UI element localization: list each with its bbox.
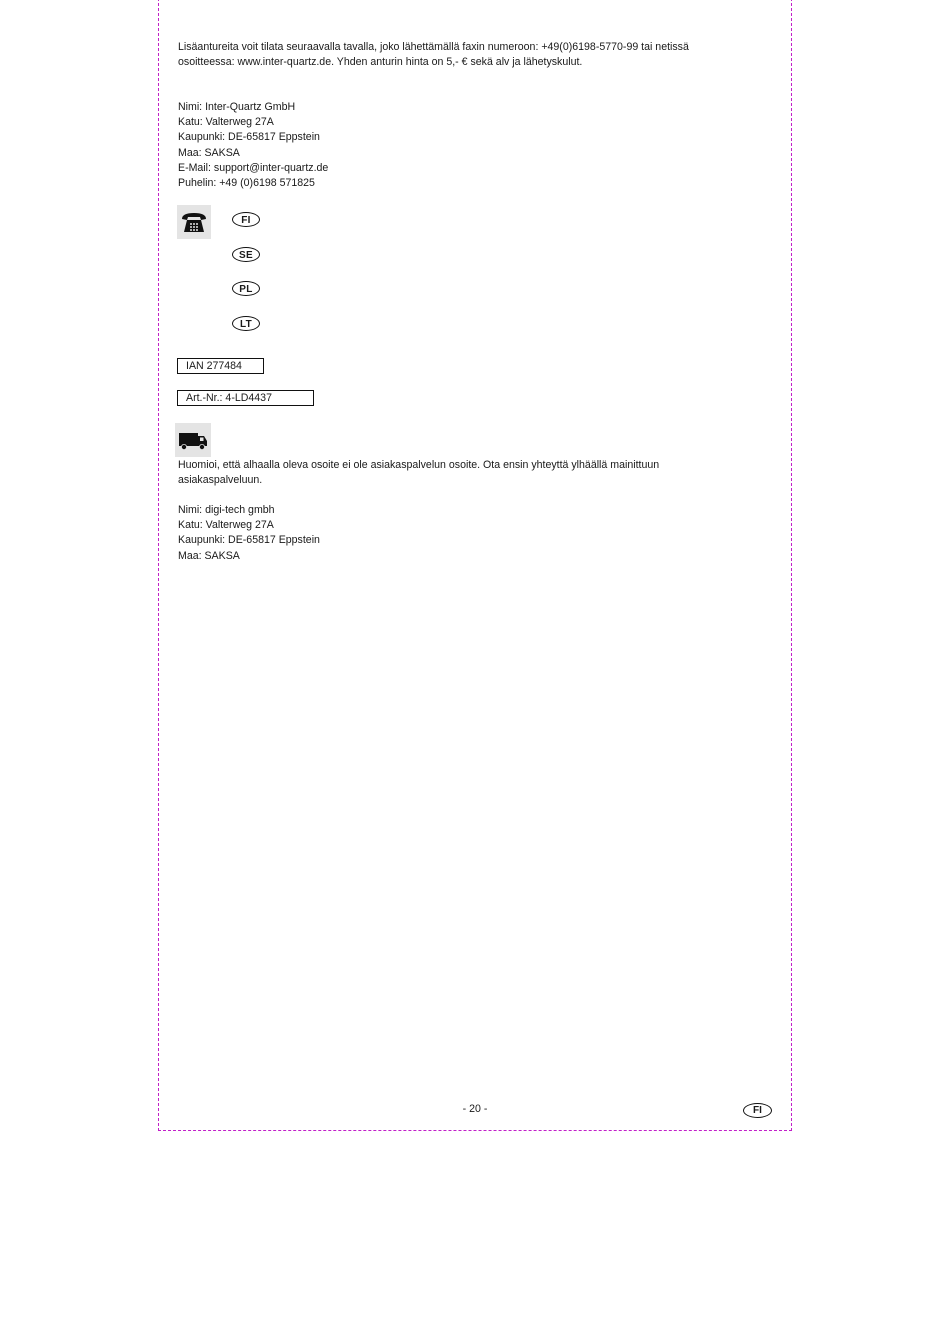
contact-country: Maa: SAKSA [178,146,240,159]
country-badge-lt: LT [232,316,260,331]
contact-city: Kaupunki: DE-65817 Eppstein [178,131,320,144]
contact-email: E-Mail: support@inter-quartz.de [178,161,329,174]
return-street: Katu: Valterweg 27A [178,519,274,532]
contact-name: Nimi: Inter-Quartz GmbH [178,101,296,113]
country-badge-pl: PL [232,281,260,296]
telephone-icon [177,205,211,239]
page-number: - 20 - [462,1103,488,1115]
footer-language-badge: FI [743,1103,772,1118]
return-city: Kaupunki: DE-65817 Eppstein [178,534,320,547]
notice-paragraph [178,458,738,488]
ian-box: IAN 277484 [177,358,264,374]
article-number-box: Art.-Nr.: 4-LD4437 [177,390,314,406]
contact-phone: Puhelin: +49 (0)6198 571825 [178,176,315,189]
return-name: Nimi: digi-tech gmbh [178,504,275,516]
country-badge-se: SE [232,247,260,262]
contact-address [178,100,328,191]
return-address [178,503,320,564]
intro-line: osoitteessa: www.inter-quartz.de. Yhden anturin hinta on 5,- € sekä alv ja lähetyskulut. [178,56,583,68]
return-country: Maa: SAKSA [178,549,240,562]
notice-line: asiakaspalveluun. [178,474,263,486]
intro-line: Lisäantureita voit tilata seuraavalla tavalla, joko lähettämällä faxin numeroon: +49(0)6198-5770-99 tai netissä [178,41,689,53]
country-badge-fi: FI [232,212,260,227]
intro-paragraph [178,40,758,70]
notice-line: Huomioi, että alhaalla oleva osoite ei ole asiakaspalvelun osoite. Ota ensin yhteyttä ylhäällä mainittuun [178,459,660,471]
contact-street: Katu: Valterweg 27A [178,116,274,129]
truck-icon [175,423,211,457]
